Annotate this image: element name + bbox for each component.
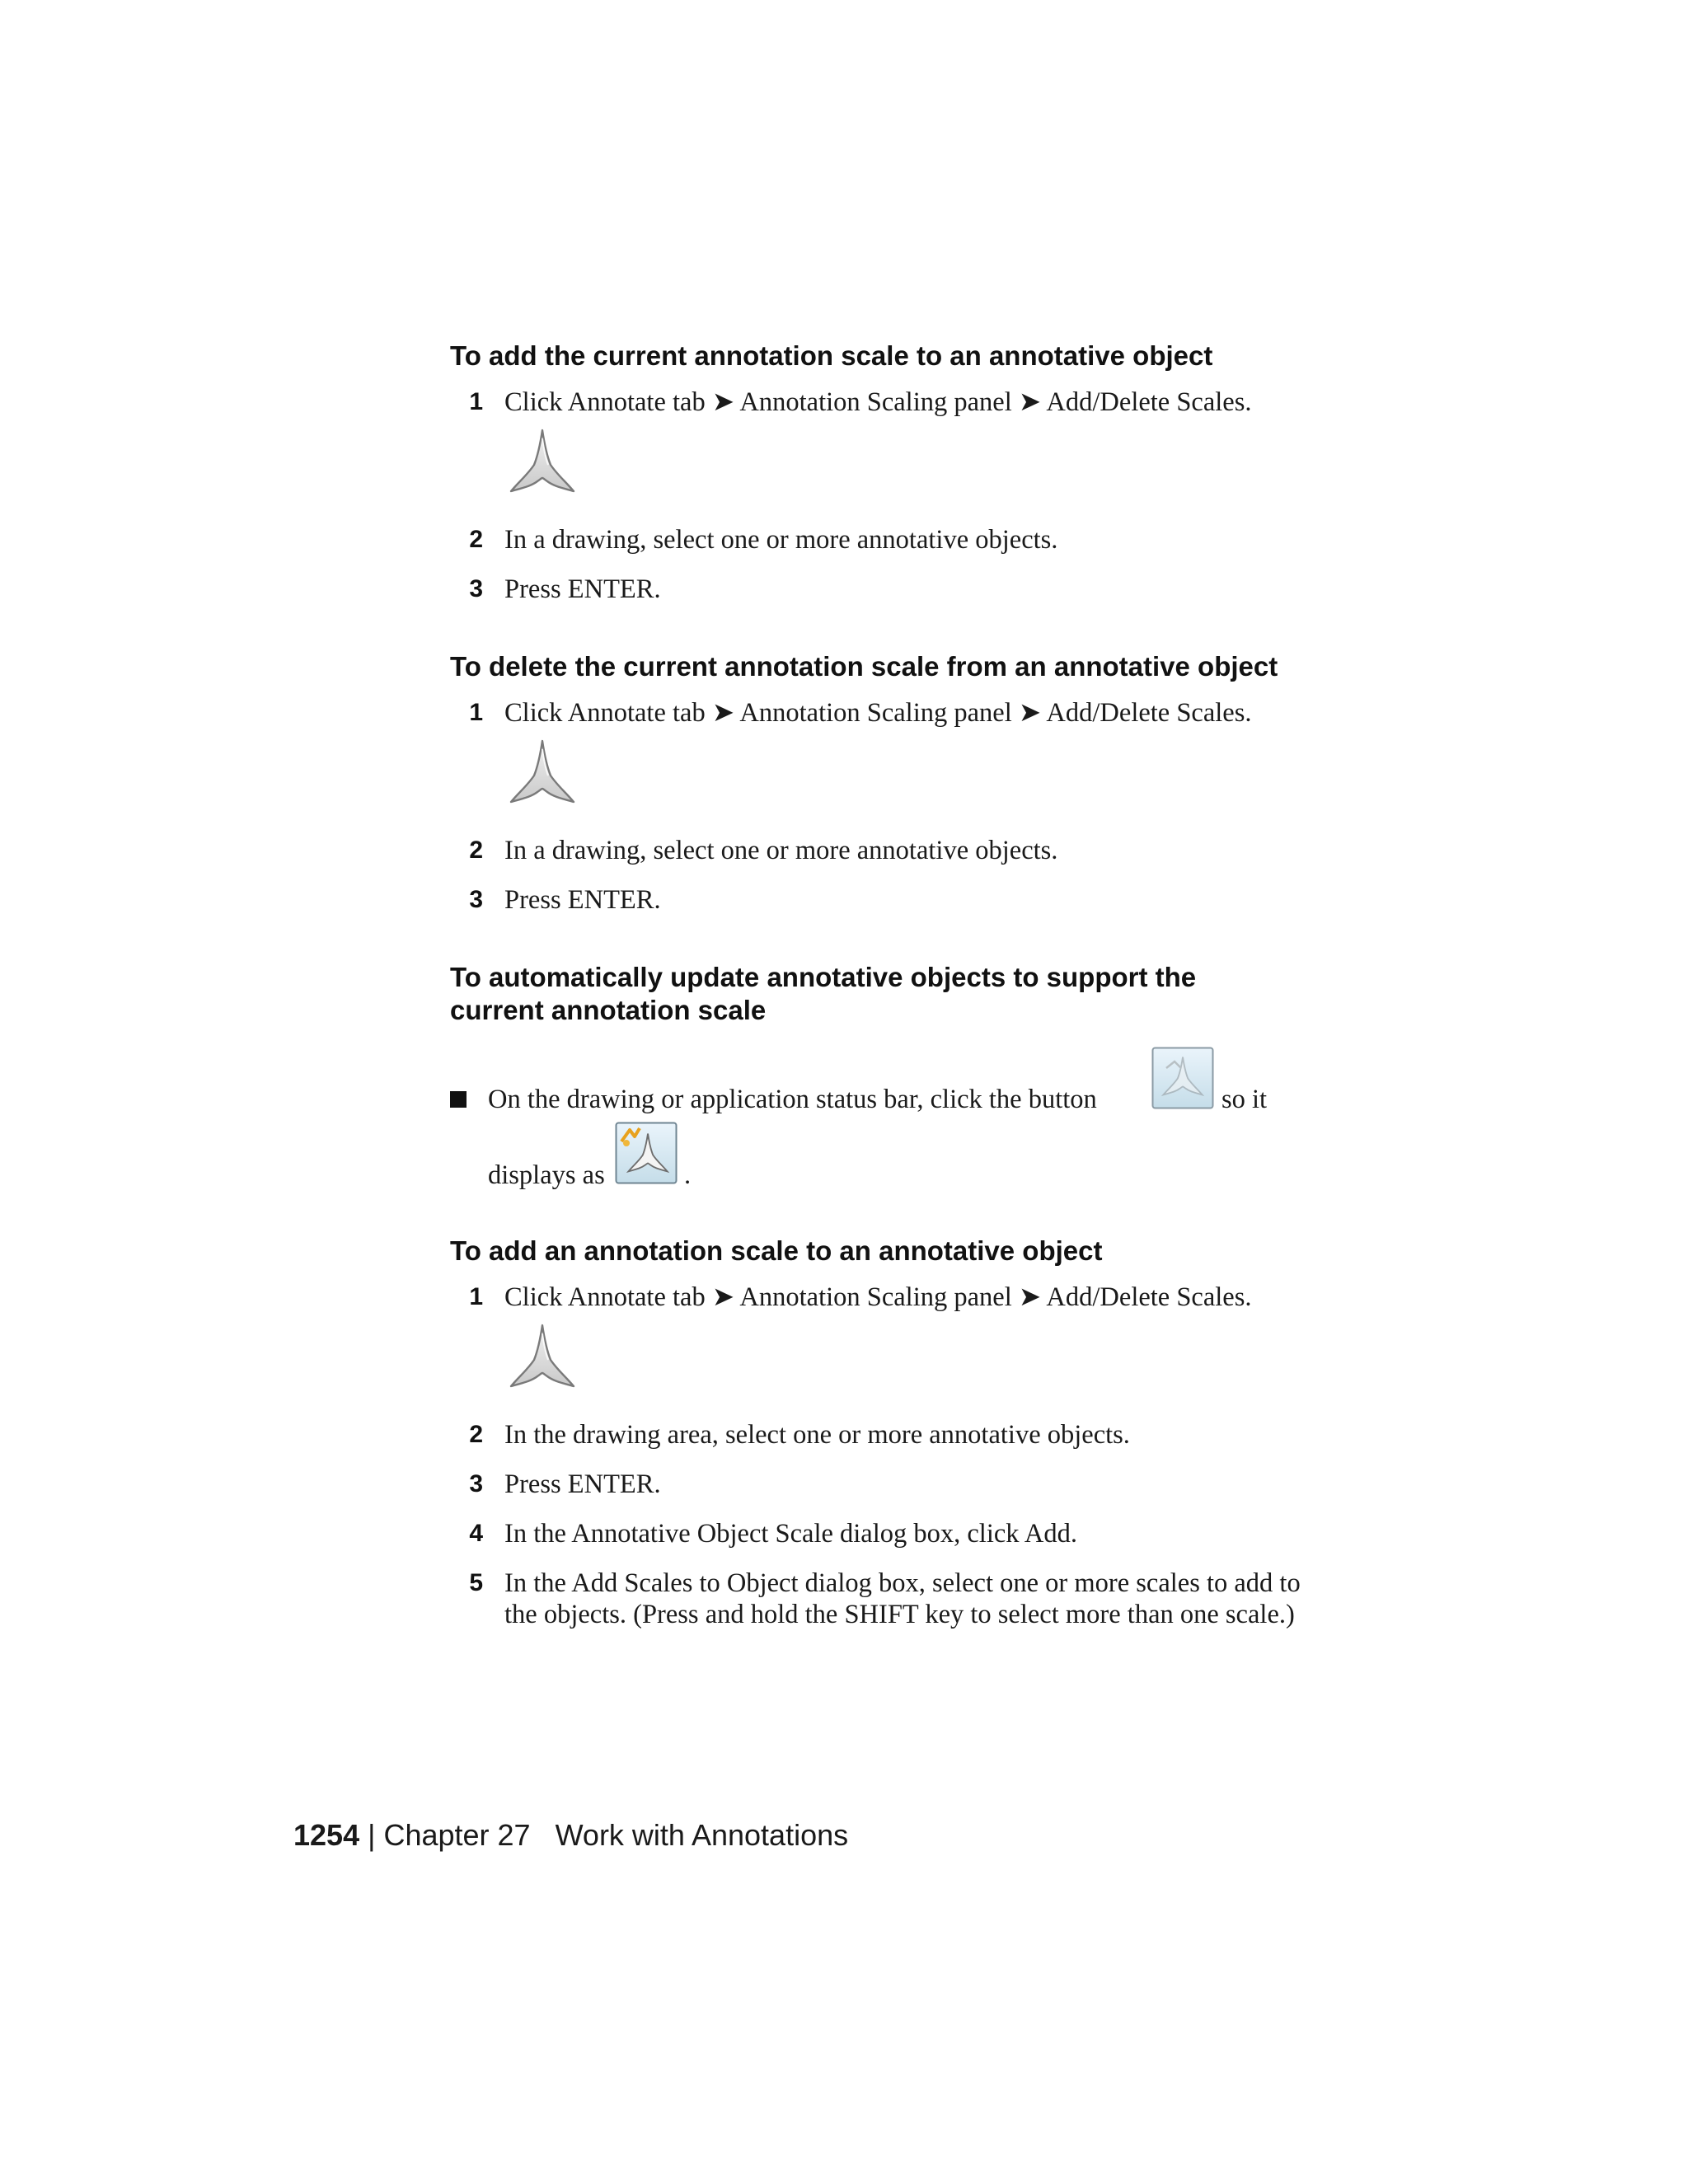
list-item xyxy=(450,1568,1324,1630)
step-number: 1 xyxy=(469,699,483,726)
list-item xyxy=(450,835,1340,866)
list-item xyxy=(450,1518,1340,1549)
list-item xyxy=(450,1469,1340,1500)
step-text: Press ENTER. xyxy=(504,885,661,915)
section-heading-add-current-scale: To add the current annotation scale to an annotative object xyxy=(450,340,1213,371)
bullet-text-before: On the drawing or application status bar, click the button xyxy=(488,1085,1097,1114)
section-heading-delete-current-scale: To delete the current annotation scale from an annotative object xyxy=(450,651,1278,682)
list-item xyxy=(450,697,1340,729)
step-number: 2 xyxy=(469,526,483,553)
list-item xyxy=(450,574,1340,605)
step-number: 3 xyxy=(469,886,483,913)
list-item xyxy=(450,524,1340,555)
step-number: 2 xyxy=(469,837,483,864)
annotation-scale-tool-icon xyxy=(508,1322,577,1391)
bullet-text-middle: so it xyxy=(1221,1085,1268,1114)
step-text: In the Annotative Object Scale dialog box, click Add. xyxy=(504,1519,1077,1549)
list-item xyxy=(450,1282,1340,1313)
chapter-title: Work with Annotations xyxy=(555,1818,849,1852)
step-text: In a drawing, select one or more annotative objects. xyxy=(504,525,1058,555)
list-item xyxy=(450,884,1340,916)
step-number: 4 xyxy=(469,1520,483,1547)
step-text: Click Annotate tab ➤ Annotation Scaling panel ➤ Add/Delete Scales. xyxy=(504,387,1252,417)
chapter-label: Chapter 27 xyxy=(383,1818,531,1852)
step-number: 2 xyxy=(469,1421,483,1448)
bullet-icon xyxy=(450,1091,467,1108)
page-number: 1254 xyxy=(293,1818,360,1852)
step-text: Press ENTER. xyxy=(504,1469,661,1499)
step-text: Click Annotate tab ➤ Annotation Scaling panel ➤ Add/Delete Scales. xyxy=(504,698,1252,728)
step-number: 5 xyxy=(469,1569,483,1596)
autoscale-on-icon xyxy=(615,1122,678,1184)
bullet-text-middle-wrap xyxy=(1221,1084,1320,1115)
step-text: Click Annotate tab ➤ Annotation Scaling panel ➤ Add/Delete Scales. xyxy=(504,1282,1252,1312)
step-text: In a drawing, select one or more annotative objects. xyxy=(504,836,1058,865)
bullet-text-end: . xyxy=(684,1160,692,1190)
step-number: 1 xyxy=(469,388,483,415)
step-text: In the Add Scales to Object dialog box, select one or more scales to add to the objects. (Press and hold the SHIFT key to select more than one scale.) xyxy=(504,1568,1301,1629)
section-heading-auto-update: To automatically update annotative objects to support the current annotation scale xyxy=(450,962,1197,1025)
bullet-text-line2: displays as xyxy=(488,1160,605,1190)
section-heading-add-scale: To add an annotation scale to an annotative object xyxy=(450,1235,1103,1266)
step-number: 3 xyxy=(469,575,483,602)
autoscale-off-icon xyxy=(1151,1047,1214,1109)
footer-separator: | xyxy=(359,1818,384,1852)
step-text: In the drawing area, select one or more annotative objects. xyxy=(504,1420,1130,1450)
annotation-scale-tool-icon xyxy=(508,738,577,807)
step-number: 3 xyxy=(469,1470,483,1497)
annotation-scale-tool-icon xyxy=(508,427,577,496)
step-text: Press ENTER. xyxy=(504,574,661,604)
step-number: 1 xyxy=(469,1283,483,1310)
list-item xyxy=(450,387,1340,418)
list-item xyxy=(450,1419,1340,1451)
page-footer xyxy=(293,1817,848,1854)
bullet-text-end-wrap xyxy=(684,1160,709,1191)
bullet-text-line-2 xyxy=(488,1160,612,1191)
